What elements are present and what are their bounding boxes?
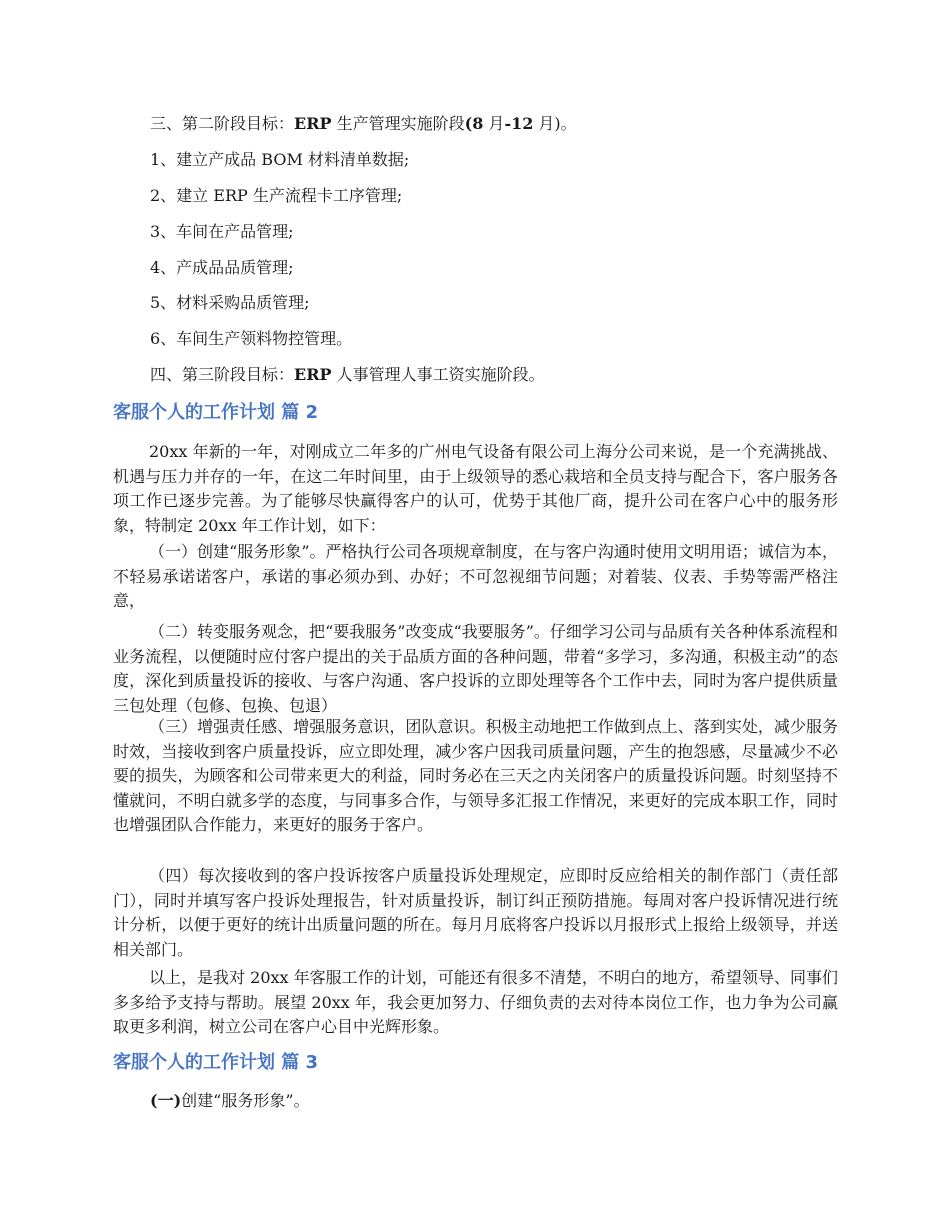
paragraph: 20xx 年新的一年，对刚成立二年多的广州电气设备有限公司上海分公司来说，是一个充满挑战、机遇与压力并存的一年，在这二年时间里，由于上级领导的悉心栽培和全员支持与配合下，客户服务各项工作已逐步完善。为了能够尽快赢得客户的认可，优势于其他厂商，提升公司在客户心中的服务形象，特制定 20xx 年工作计划，如下： xyxy=(113,442,838,535)
paragraph: （三）增强责任感、增强服务意识，团队意识。积极主动地把工作做到点上、落到实处，减少服务时效，当接收到客户质量投诉，应立即处理，减少客户因我司质量问题，产生的抱怨感，尽量减少不必要的损失，为顾客和公司带来更大的利益，同时务必在三天之内关闭客户的质量投诉问题。时刻坚持不懂就问，不明白就多学的态度，与同事多合作，与领导多汇报工作情况，来更好的完成本职工作，同时也增强团队合作能力，来更好的服务于客户。 xyxy=(113,717,838,835)
article-3-heading: 客服个人的工作计划 篇 3 xyxy=(113,1052,319,1073)
list-item: 5、材料采购品质管理; xyxy=(150,293,310,312)
article-2-heading: 客服个人的工作计划 篇 2 xyxy=(113,402,319,423)
list-item: 2、建立 ERP 生产流程卡工序管理; xyxy=(150,186,403,205)
paragraph: （一）创建“服务形象”。严格执行公司各项规章制度，在与客户沟通时使用文明用语；诚信为本，不轻易承诺诺客户，承诺的事必须办到、办好；不可忽视细节问题；对着装、仪表、手势等需严格注意， xyxy=(113,542,838,611)
list-item: 6、车间生产领料物控管理。 xyxy=(150,329,353,348)
section-4-title: 四、第三阶段目标：ERP 人事管理人事工资实施阶段。 xyxy=(150,365,545,384)
paragraph: 以上，是我对 20xx 年客服工作的计划，可能还有很多不清楚，不明白的地方，希望领导、同事们多多给予支持与帮助。展望 20xx 年，我会更加努力、仔细负责的去对待本岗位工作，也力争为公司赢取更多利润，树立公司在客户心目中光辉形象。 xyxy=(113,968,838,1037)
paragraph: （二）转变服务观念，把“要我服务”改变成“我要服务”。仔细学习公司与品质有关各种体系流程和业务流程，以便随时应付客户提出的关于品质方面的各种问题，带着“多学习，多沟通，积极主动”的态度，深化到质量投诉的接收、与客户沟通、客户投诉的立即处理等各个工作中去，同时为客户提供质量三包处理（包修、包换、包退） xyxy=(113,622,838,715)
list-item: 1、建立产成品 BOM 材料清单数据; xyxy=(150,150,410,169)
section-3-title: 三、第二阶段目标：ERP 生产管理实施阶段(8 月-12 月)。 xyxy=(150,114,577,133)
paragraph: （四）每次接收到的客户投诉按客户质量投诉处理规定，应即时反应给相关的制作部门（责任部门），同时并填写客户投诉处理报告，针对质量投诉，制订纠正预防措施。每周对客户投诉情况进行统计分析，以便于更好的统计出质量问题的所在。每月月底将客户投诉以月报形式上报给上级领导，并送相关部门。 xyxy=(113,866,838,959)
list-item: 3、车间在产品管理; xyxy=(150,222,294,241)
article-3-first-line: (一)创建“服务形象”。 xyxy=(150,1091,310,1110)
list-item: 4、产成品品质管理; xyxy=(150,258,294,277)
